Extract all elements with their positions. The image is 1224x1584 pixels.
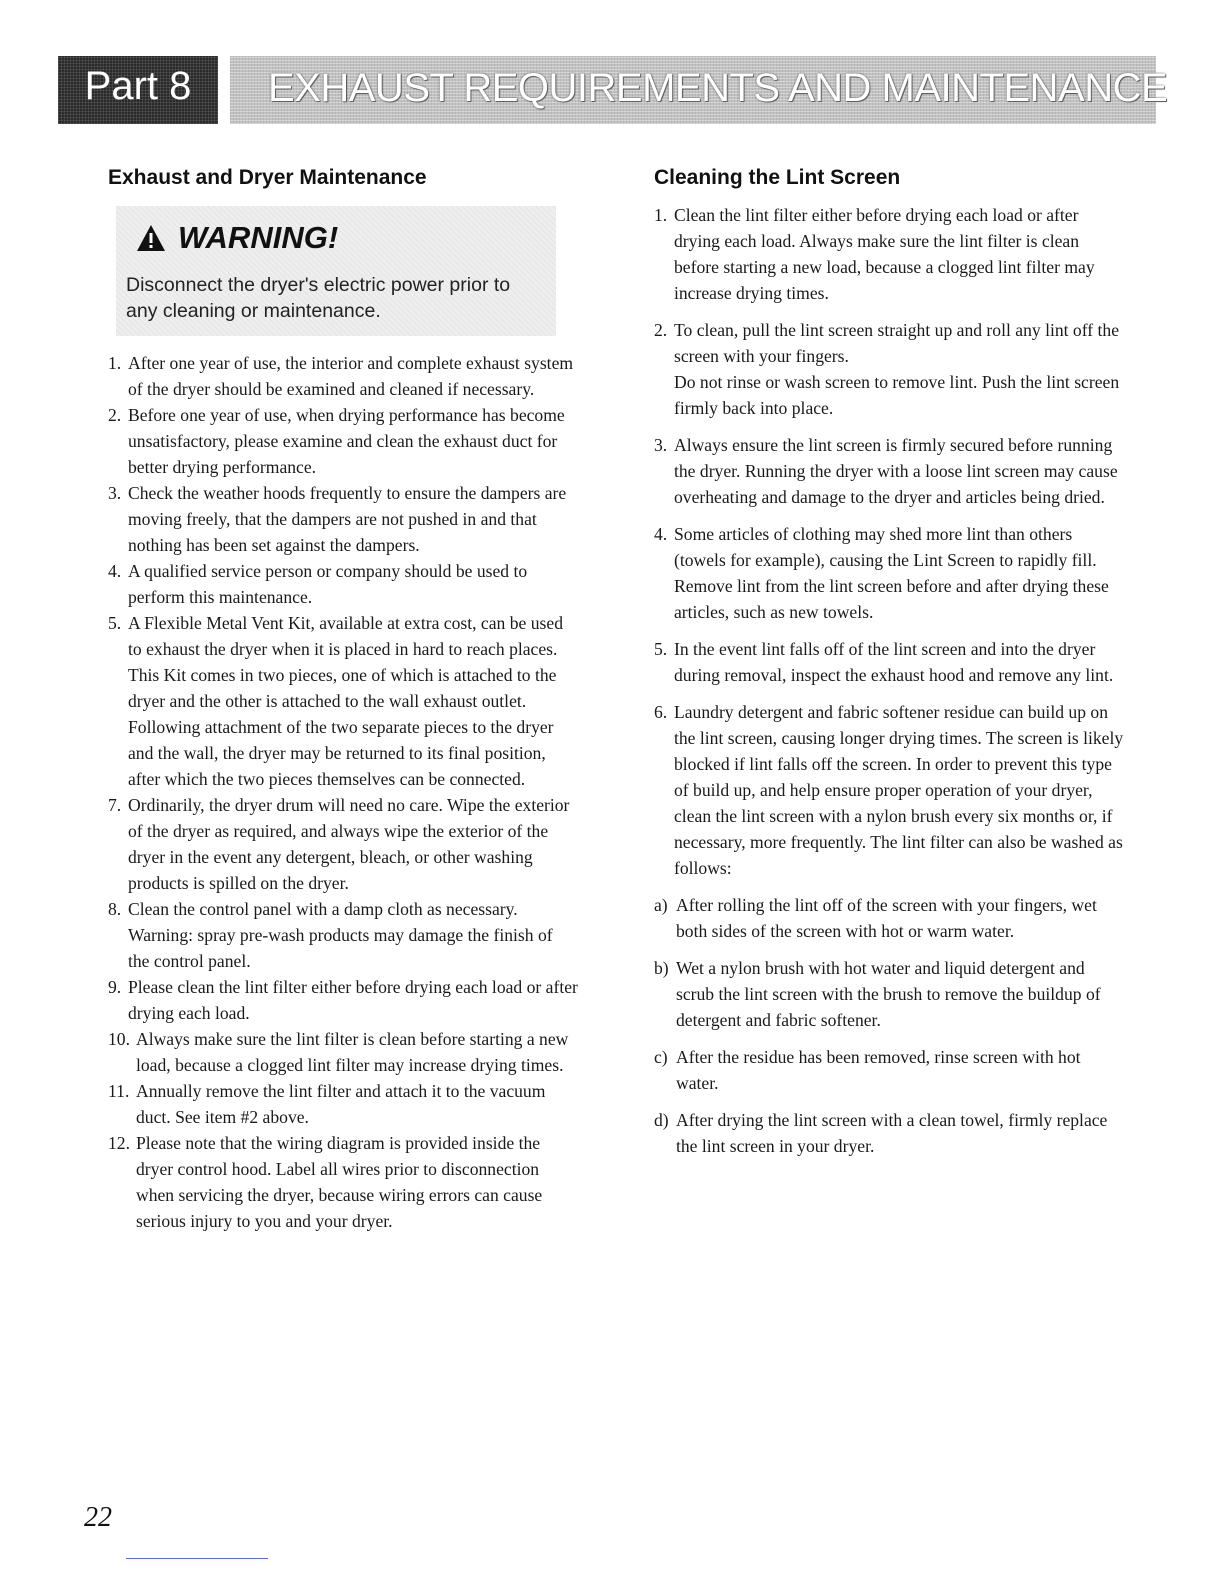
- washing-steps-list: [654, 892, 1124, 1159]
- page-number: 22: [84, 1502, 112, 1533]
- list-item: 1. Clean the lint filter either before drying each load or after drying each load. Always make sure the lint filter is clean before starting a new load, because a clogged lint filter may increase drying times.: [654, 205, 1095, 303]
- warning-text: Disconnect the dryer's electric power prior to any cleaning or maintenance.: [126, 274, 511, 322]
- footer-rule: [126, 1558, 268, 1559]
- list-item: 2. To clean, pull the lint screen straight up and roll any lint off the screen with your fingers. Do not rinse or wash screen to remove lint. Push the lint screen firmly back into place.: [654, 320, 1120, 418]
- list-item: 10. Always make sure the lint filter is clean before starting a new load, because a clogged lint filter may increase drying times.: [108, 1029, 569, 1075]
- list-item: 4. A qualified service person or company should be used to perform this maintenance.: [108, 561, 528, 607]
- list-item: 8. Clean the control panel with a damp cloth as necessary. Warning: spray pre-wash products may damage the finish of the control panel.: [108, 899, 553, 971]
- list-item: 1. After one year of use, the interior and complete exhaust system of the dryer should be examined and cleaned if necessary.: [108, 353, 574, 399]
- list-item: 3. Always ensure the lint screen is firmly secured before running the dryer. Running the dryer with a loose lint screen may cause overheating and damage to the dryer and articles being dried.: [654, 435, 1118, 507]
- right-column: [654, 166, 1124, 1170]
- section-title-box: [230, 56, 1168, 124]
- list-item: 5. A Flexible Metal Vent Kit, available at extra cost, can be used to exhaust the dryer when it is placed in hard to reach places. This Kit comes in two pieces, one of which is attached to the dryer and the other is attached to the wall exhaust outlet. Following attachment of the two separate pieces to the dryer and the wall, the dryer may be returned to its final position, after which the two pieces themselves can be connected.: [108, 613, 563, 789]
- warning-header: [136, 220, 338, 256]
- section-banner: [58, 56, 1168, 124]
- warning-box: [116, 206, 556, 336]
- part-label-box: [58, 56, 218, 124]
- lint-screen-list: [654, 202, 1124, 881]
- part-label: Part 8: [84, 64, 192, 108]
- left-column: [108, 166, 578, 1234]
- section-title: EXHAUST REQUIREMENTS AND MAINTENANCE: [268, 66, 1168, 110]
- list-item: 12. Please note that the wiring diagram is provided inside the dryer control hood. Label all wires prior to disconnection when servicing the dryer, because wiring errors can cause serious injury to you and your dryer.: [108, 1133, 543, 1231]
- list-item: 11. Annually remove the lint filter and attach it to the vacuum duct. See item #2 above.: [108, 1081, 546, 1127]
- list-item: 7. Ordinarily, the dryer drum will need no care. Wipe the exterior of the dryer as required, and always wipe the exterior of the dryer in the event any detergent, bleach, or other washing products is spilled on the dryer.: [108, 795, 570, 893]
- heading-exhaust-maintenance: Exhaust and Dryer Maintenance: [108, 166, 427, 189]
- maintenance-list: [108, 350, 578, 1234]
- list-item: 3. Check the weather hoods frequently to ensure the dampers are moving freely, that the dampers are not pushed in and that nothing has been set against the dampers.: [108, 483, 567, 555]
- list-item: 5. In the event lint falls off of the lint screen and into the dryer during removal, inspect the exhaust hood and remove any lint.: [654, 639, 1114, 685]
- warning-title: WARNING!: [178, 220, 339, 255]
- list-item: 6. Laundry detergent and fabric softener residue can build up on the lint screen, causing longer drying times. The screen is likely blocked if lint falls off the screen. In order to prevent this type of build up, and help ensure proper operation of your dryer, clean the lint screen with a nylon brush every six months or, if necessary, more frequently. The lint filter can also be washed as follows:: [654, 702, 1124, 878]
- list-item: c) After the residue has been removed, rinse screen with hot water.: [654, 1047, 1081, 1093]
- list-item: a) After rolling the lint off of the screen with your fingers, wet both sides of the screen with hot or warm water.: [654, 895, 1097, 941]
- list-item: d) After drying the lint screen with a clean towel, firmly replace the lint screen in your dryer.: [654, 1110, 1108, 1156]
- list-item: 9. Please clean the lint filter either before drying each load or after drying each load.: [108, 977, 578, 1023]
- warning-triangle-icon: [136, 224, 166, 252]
- heading-cleaning-lint-screen: Cleaning the Lint Screen: [654, 166, 901, 189]
- list-item: 4. Some articles of clothing may shed more lint than others (towels for example), causing the Lint Screen to rapidly fill. Remove lint from the lint screen before and after drying these articles, such as new towels.: [654, 524, 1109, 622]
- list-item: 2. Before one year of use, when drying performance has become unsatisfactory, please examine and clean the exhaust duct for better drying performance.: [108, 405, 565, 477]
- list-item: b) Wet a nylon brush with hot water and liquid detergent and scrub the lint screen with the brush to remove the buildup of detergent and fabric softener.: [654, 958, 1101, 1030]
